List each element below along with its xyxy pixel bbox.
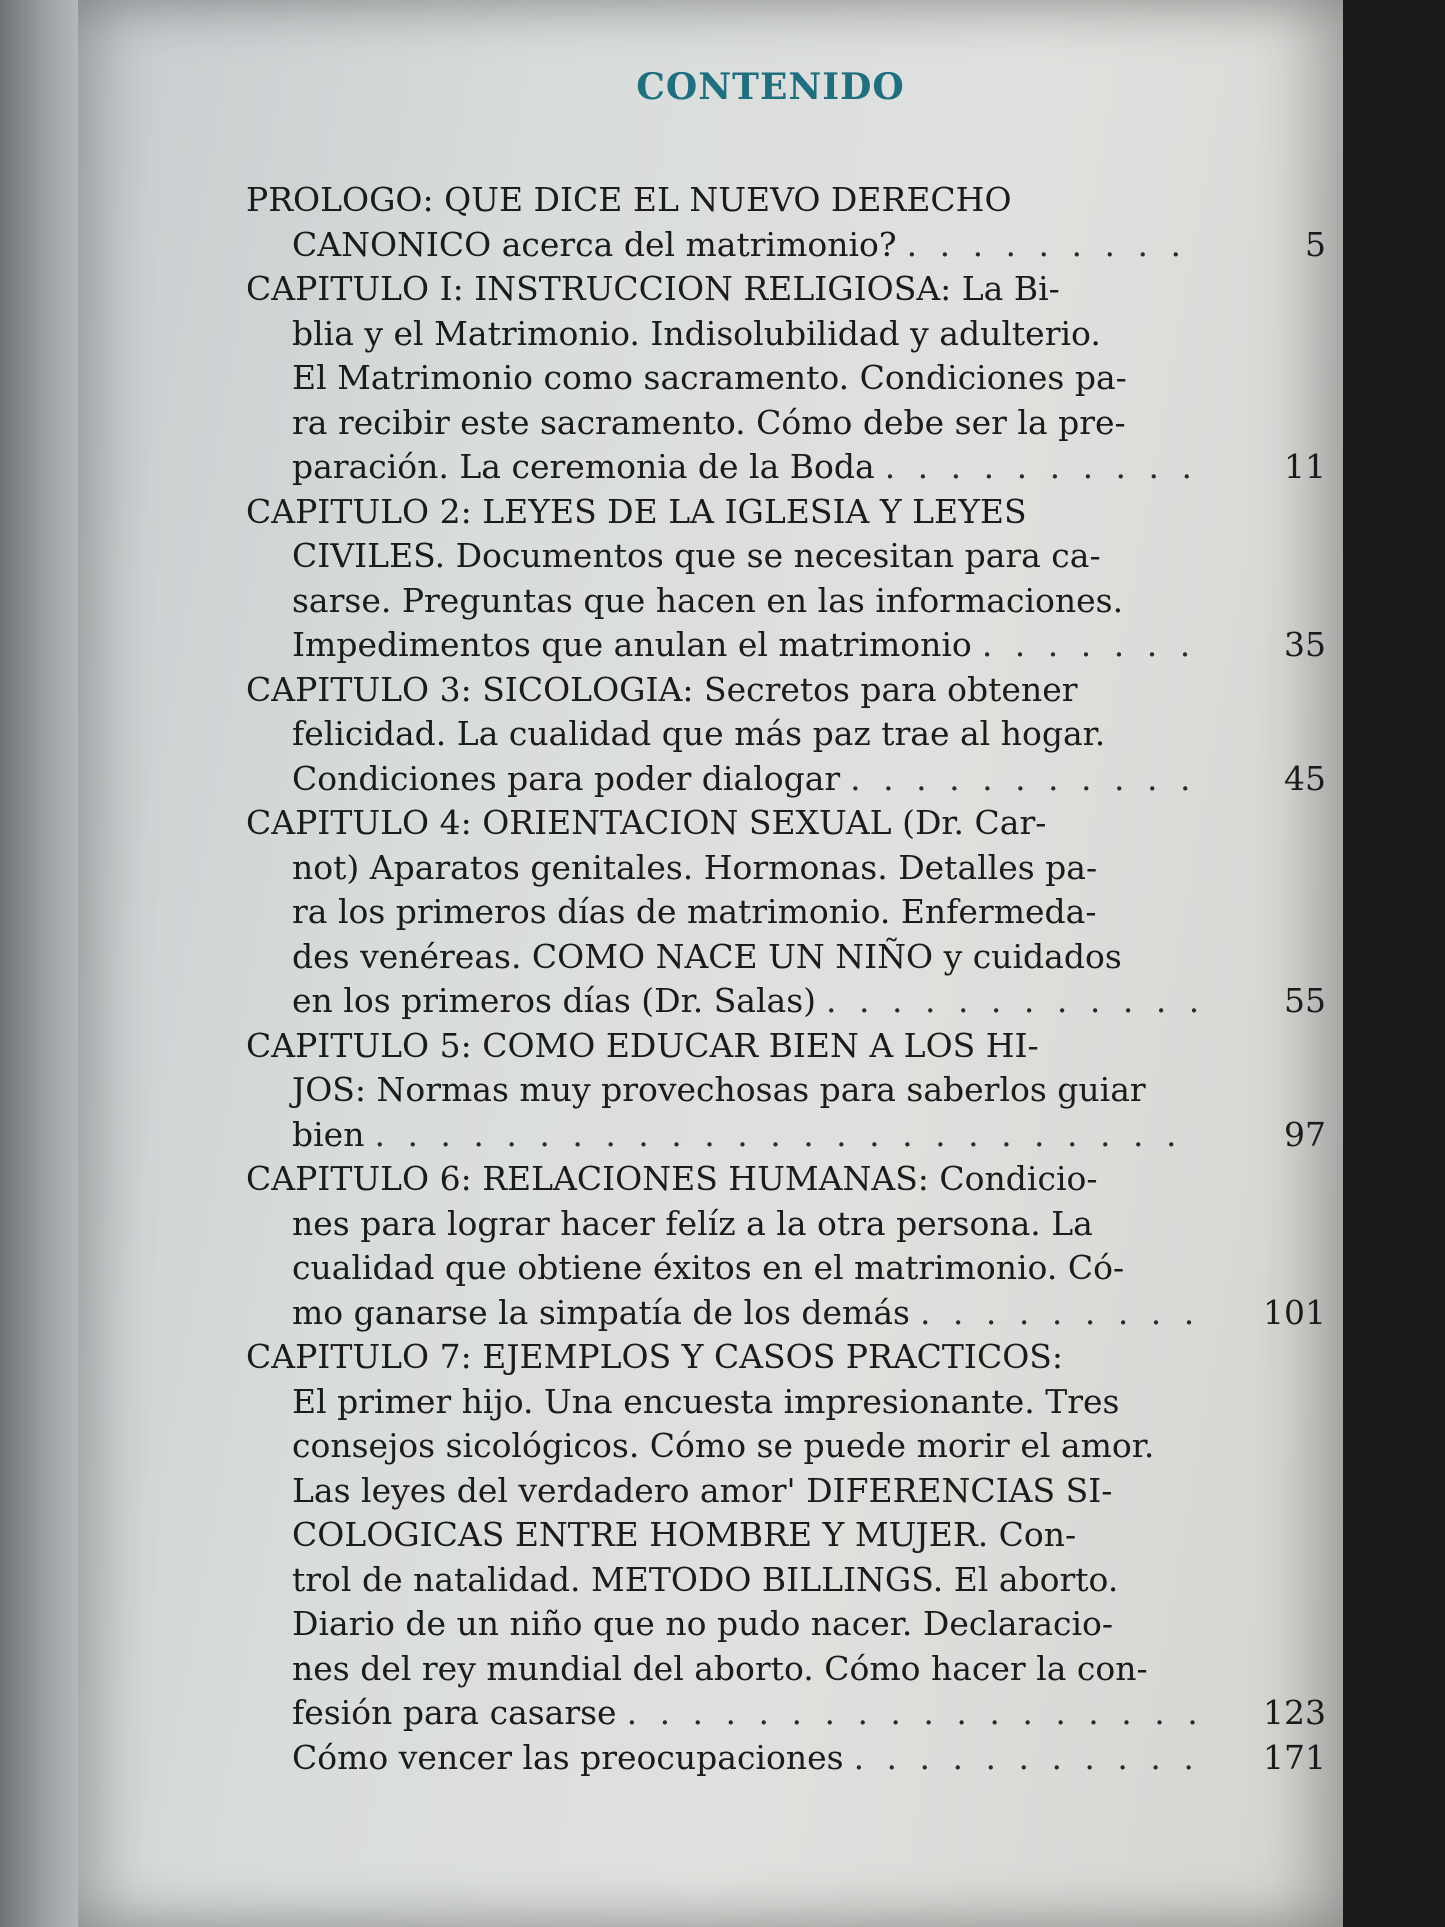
toc-entry-text: Impedimentos que anulan el matrimonio xyxy=(292,625,972,664)
toc-entry-text: CAPITULO 7: EJEMPLOS Y CASOS PRACTICOS: xyxy=(246,1337,1063,1376)
table-of-contents xyxy=(246,178,1326,1780)
toc-entry-text: CAPITULO 3: SICOLOGIA: Secretos para obtener xyxy=(246,669,1078,709)
dot-leader xyxy=(826,979,1199,1024)
toc-entry-text: CAPITULO 5: COMO EDUCAR BIEN A LOS HI- xyxy=(246,1025,1039,1065)
toc-entry-text: ra recibir este sacramento. Cómo debe ser la pre- xyxy=(292,402,1126,442)
toc-entry-text: trol de natalidad. METODO BILLINGS. El aborto. xyxy=(292,1559,1119,1599)
toc-entry-text: fesión para casarse xyxy=(292,1693,617,1732)
toc-entry-text: El Matrimonio como sacramento. Condiciones pa- xyxy=(292,358,1127,397)
toc-entry-text: CAPITULO I: INSTRUCCION RELIGIOSA: La Bi- xyxy=(246,269,1060,308)
toc-entry xyxy=(246,1024,1326,1158)
toc-entry xyxy=(246,801,1326,1024)
page-number: 5 xyxy=(1305,224,1326,264)
toc-entry-text: CAPITULO 4: ORIENTACION SEXUAL (Dr. Car- xyxy=(246,803,1047,842)
page-number: 171 xyxy=(1263,1737,1326,1777)
toc-entry-text: Cómo vencer las preocupaciones xyxy=(292,1737,844,1777)
toc-entry-text: nes para lograr hacer felíz a la otra persona. La xyxy=(292,1203,1093,1243)
toc-entry xyxy=(246,267,1326,490)
toc-entry-text: cualidad que obtiene éxitos en el matrimonio. Có- xyxy=(292,1248,1125,1287)
dot-leader xyxy=(627,1691,1199,1736)
toc-entry-text: consejos sicológicos. Cómo se puede morir el amor. xyxy=(292,1426,1155,1465)
toc-entry-text: en los primeros días (Dr. Salas) xyxy=(292,981,817,1020)
dot-leader xyxy=(885,445,1199,490)
toc-entry xyxy=(246,668,1326,802)
toc-entry-text: Las leyes del verdadero amor' DIFERENCIAS SI- xyxy=(292,1470,1113,1510)
page-number: 101 xyxy=(1263,1292,1326,1332)
toc-entry-text: CIVILES. Documentos que se necesitan para ca- xyxy=(292,536,1101,575)
toc-entry xyxy=(246,490,1326,668)
toc-entry-text: nes del rey mundial del aborto. Cómo hacer la con- xyxy=(292,1648,1148,1688)
toc-entry-text: JOS: Normas muy provechosas para saberlos guiar xyxy=(292,1070,1146,1109)
dot-leader xyxy=(907,223,1199,268)
toc-entry-text: ra los primeros días de matrimonio. Enfermeda- xyxy=(292,892,1097,931)
toc-entry-text: blia y el Matrimonio. Indisolubilidad y adulterio. xyxy=(292,313,1101,353)
toc-entry-text: CANONICO acerca del matrimonio? xyxy=(292,224,897,264)
toc-entry-text: not) Aparatos genitales. Hormonas. Detalles pa- xyxy=(292,847,1098,887)
toc-entry-text: COLOGICAS ENTRE HOMBRE Y MUJER. Con- xyxy=(292,1515,1077,1554)
toc-entry xyxy=(246,1157,1326,1335)
dot-leader xyxy=(920,1291,1199,1336)
book-page xyxy=(78,0,1343,1927)
toc-entry-text: Condiciones para poder dialogar xyxy=(292,758,841,798)
toc-entry-text: bien xyxy=(292,1114,365,1154)
page-number: 35 xyxy=(1284,625,1326,664)
toc-entry xyxy=(246,178,1326,267)
page-number: 55 xyxy=(1284,981,1326,1020)
page-number: 97 xyxy=(1284,1114,1326,1154)
toc-entry-text: CAPITULO 2: LEYES DE LA IGLESIA Y LEYES xyxy=(246,491,1027,531)
book-spine-edge xyxy=(0,0,78,1927)
page-title: CONTENIDO xyxy=(636,66,905,108)
page-number: 11 xyxy=(1284,447,1326,486)
toc-entry xyxy=(246,1736,1326,1781)
toc-entry-text: felicidad. La cualidad que más paz trae al hogar. xyxy=(292,714,1106,753)
dot-leader xyxy=(850,757,1199,802)
toc-entry-text: PROLOGO: QUE DICE EL NUEVO DERECHO xyxy=(246,180,1012,219)
toc-entry-text: El primer hijo. Una encuesta impresionante. Tres xyxy=(292,1381,1120,1421)
page-number: 123 xyxy=(1263,1693,1326,1732)
dot-leader xyxy=(854,1736,1199,1781)
toc-entry xyxy=(246,1335,1326,1736)
toc-entry-text: des venéreas. COMO NACE UN NIÑO y cuidados xyxy=(292,936,1122,976)
toc-entry-text: mo ganarse la simpatía de los demás xyxy=(292,1292,910,1332)
dot-leader xyxy=(982,623,1199,668)
page-number: 45 xyxy=(1284,758,1326,798)
toc-entry-text: CAPITULO 6: RELACIONES HUMANAS: Condicio- xyxy=(246,1159,1098,1198)
toc-entry-text: paración. La ceremonia de la Boda xyxy=(292,447,875,486)
toc-entry-text: Diario de un niño que no pudo nacer. Declaracio- xyxy=(292,1604,1114,1643)
dot-leader xyxy=(374,1113,1199,1158)
toc-entry-text: sarse. Preguntas que hacen en las informaciones. xyxy=(292,580,1124,620)
